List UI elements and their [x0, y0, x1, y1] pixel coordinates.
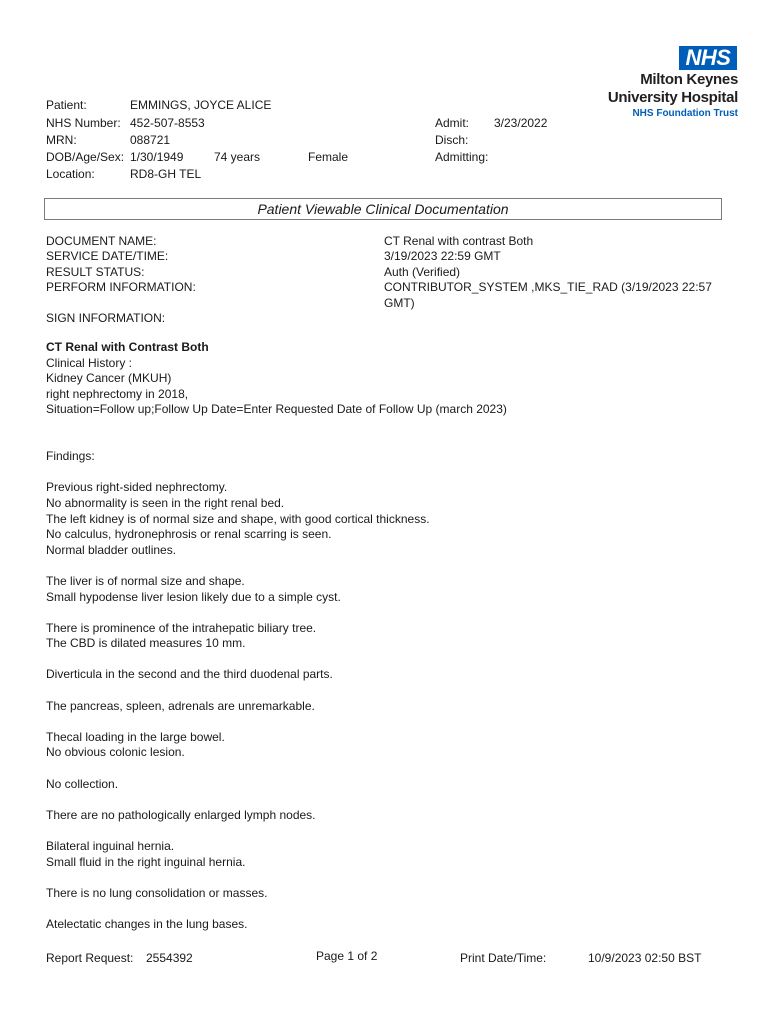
result-status-value: Auth (Verified) — [384, 265, 461, 279]
disch-label: Disch: — [435, 133, 469, 147]
service-date-value: 3/19/2023 22:59 GMT — [384, 249, 501, 263]
finding-line: Normal bladder outlines. — [46, 542, 177, 557]
document-name-label: DOCUMENT NAME: — [46, 234, 157, 248]
finding-line: Atelectatic changes in the lung bases. — [46, 916, 248, 931]
admitting-label: Admitting: — [435, 150, 489, 164]
location-value: RD8-GH TEL — [130, 167, 202, 181]
finding-line: No obvious colonic lesion. — [46, 745, 185, 760]
findings-paragraph — [46, 886, 736, 902]
perform-info-label: PERFORM INFORMATION: — [46, 280, 196, 294]
page-number: Page 1 of 2 — [316, 949, 378, 963]
clinical-history — [46, 340, 736, 418]
dob-value: 1/30/1949 — [130, 150, 184, 164]
finding-line: Diverticula in the second and the third duodenal parts. — [46, 667, 333, 682]
finding-line: There is no lung consolidation or masses. — [46, 885, 268, 900]
patient-name: EMMINGS, JOYCE ALICE — [130, 98, 272, 112]
finding-line: The pancreas, spleen, adrenals are unremarkable. — [46, 698, 315, 713]
mrn-value: 088721 — [130, 133, 171, 147]
dob-label: DOB/Age/Sex: — [46, 150, 125, 164]
document-title: Patient Viewable Clinical Documentation — [44, 198, 722, 220]
history-line: Situation=Follow up;Follow Up Date=Enter Requested Date of Follow Up (march 2023) — [46, 402, 507, 417]
document-name-value: CT Renal with contrast Both — [384, 234, 534, 248]
findings-label-block — [46, 449, 736, 465]
finding-line: Previous right-sided nephrectomy. — [46, 480, 228, 495]
history-line: Kidney Cancer (MKUH) — [46, 371, 172, 386]
hospital-logo — [590, 46, 738, 122]
finding-line: There is prominence of the intrahepatic biliary tree. — [46, 620, 317, 635]
finding-line: The liver is of normal size and shape. — [46, 573, 245, 588]
findings-paragraph — [46, 808, 736, 824]
nhs-logo-badge: NHS — [679, 46, 737, 70]
admit-label: Admit: — [435, 116, 470, 130]
finding-line: There are no pathologically enlarged lymph nodes. — [46, 807, 316, 822]
service-date-label: SERVICE DATE/TIME: — [46, 249, 169, 263]
findings-paragraph — [46, 667, 736, 683]
location-label: Location: — [46, 167, 95, 181]
result-status-label: RESULT STATUS: — [46, 265, 145, 279]
finding-line: The left kidney is of normal size and shape, with good cortical thickness. — [46, 511, 430, 526]
findings-paragraph — [46, 699, 736, 715]
age-value: 74 years — [214, 150, 261, 164]
finding-line: The CBD is dilated measures 10 mm. — [46, 636, 246, 651]
findings-paragraph — [46, 917, 736, 933]
finding-line: Bilateral inguinal hernia. — [46, 839, 175, 853]
report-request-label: Report Request: — [46, 951, 134, 965]
admit-value: 3/23/2022 — [494, 116, 548, 130]
findings-label: Findings: — [46, 449, 95, 464]
print-date-label: Print Date/Time: — [460, 951, 547, 965]
finding-line: Small fluid in the right inguinal hernia. — [46, 854, 246, 869]
org-trust-name: NHS Foundation Trust — [632, 108, 738, 119]
findings-paragraph — [46, 574, 736, 605]
finding-line: Thecal loading in the large bowel. — [46, 729, 225, 744]
finding-line: Small hypodense liver lesion likely due to a simple cyst. — [46, 589, 341, 604]
findings-paragraph — [46, 621, 736, 652]
org-name-line2: University Hospital — [607, 89, 738, 106]
mrn-label: MRN: — [46, 133, 77, 147]
nhs-number: 452-507-8553 — [130, 116, 205, 130]
org-name-line1: Milton Keynes — [640, 71, 738, 88]
nhs-number-label: NHS Number: — [46, 116, 121, 130]
perform-info-value: CONTRIBUTOR_SYSTEM ,MKS_TIE_RAD (3/19/2023 22:57 GMT) — [384, 280, 712, 310]
history-line: Clinical History : — [46, 355, 133, 370]
findings-paragraph — [46, 480, 736, 558]
finding-line: No abnormality is seen in the right renal bed. — [46, 495, 285, 510]
sign-info-label: SIGN INFORMATION: — [46, 311, 166, 325]
findings-list — [46, 480, 736, 932]
findings-paragraph — [46, 730, 736, 761]
report-body — [46, 340, 736, 948]
patient-label: Patient: — [46, 98, 87, 112]
finding-line: No collection. — [46, 776, 119, 791]
report-request-value: 2554392 — [146, 951, 193, 965]
report-heading: CT Renal with Contrast Both — [46, 340, 209, 354]
print-date-value: 10/9/2023 02:50 BST — [588, 951, 702, 965]
findings-paragraph — [46, 777, 736, 793]
sex-value: Female — [308, 150, 349, 164]
findings-paragraph — [46, 839, 736, 870]
finding-line: No calculus, hydronephrosis or renal scarring is seen. — [46, 527, 332, 542]
history-line: right nephrectomy in 2018, — [46, 386, 189, 401]
